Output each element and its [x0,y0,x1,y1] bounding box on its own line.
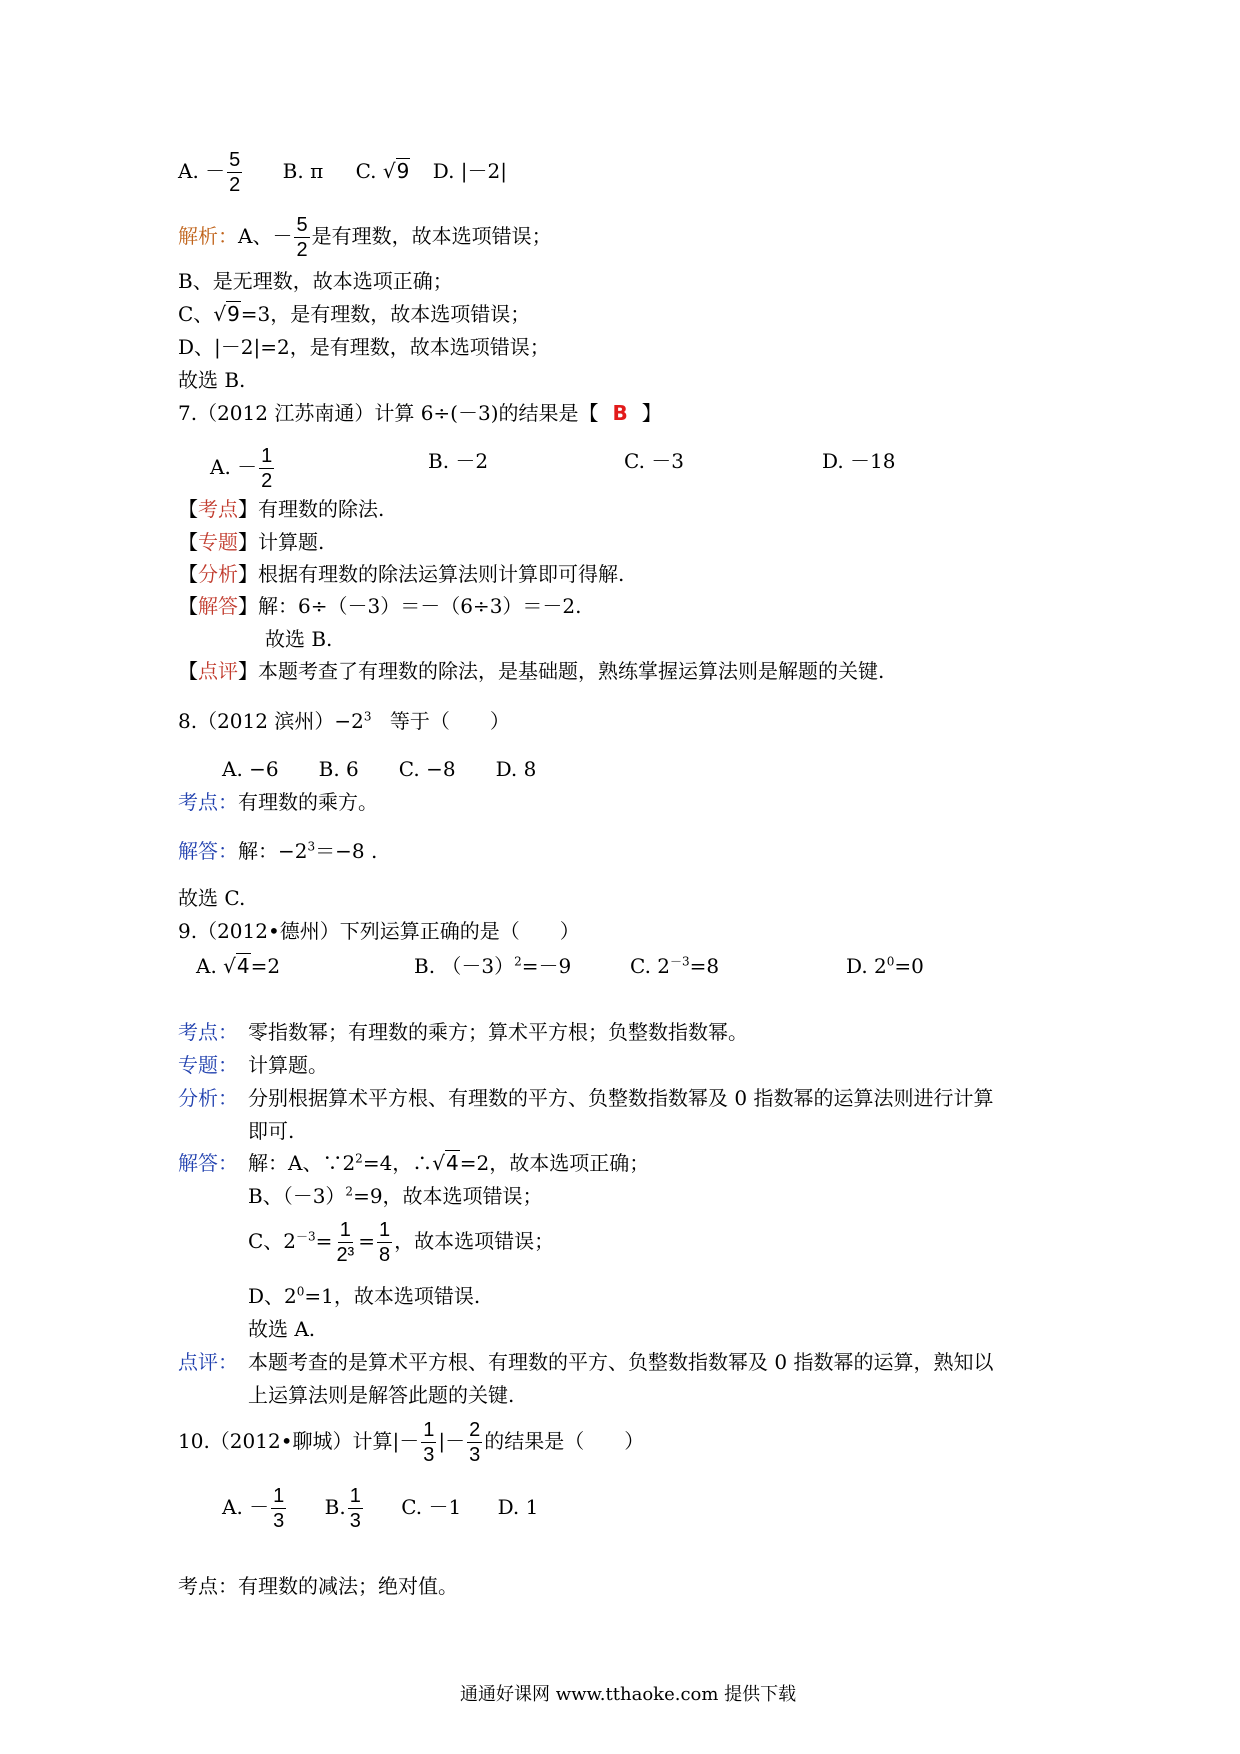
q7-options: A. － $\frac{1}{2}$ [210,445,273,492]
q9-zhuanti-label: 专题： [178,1053,238,1077]
q8-stem: 8.（2012 滨州）$-2^3$ 等于（ ） [178,709,510,733]
q10-kaodian: 考点：有理数的减法；绝对值。 [178,1574,458,1598]
dianping-label: 【点评】 [178,659,258,683]
q9-jieda-line3: C、$2^{-3}=$ $\frac{1}{\text{2³}}$ = $\frac{1}{8}$ ，故本选项错误； [248,1219,555,1266]
q9-fenxi-line1: 分别根据算术平方根、有理数的平方、负整数指数幂及 0 指数幂的运算法则进行计算 [248,1086,994,1110]
q9-option-d: D. $2^0=0$ [846,954,924,978]
q6-analysis-line4: D、|－2|=2，是有理数，故本选项错误； [178,335,550,359]
q8-kaodian: 考点：有理数的乘方。 [178,790,378,814]
fraction: $\frac{1}{2}$ [261,445,273,492]
q7-jieda: 【解答】解：6÷（－3）＝－（6÷3）＝－2. [178,594,582,618]
q7-kaodian: 【考点】有理数的除法. [178,497,385,521]
fraction: $\frac{2}{3}$ [469,1419,481,1466]
q10-options: A. － $\frac{1}{3}$ B. $\frac{1}{3}$ C. －1 D. 1 [222,1485,539,1532]
q7-dianping: 【点评】本题考查了有理数的除法，是基础题，熟练掌握运算法则是解题的关键. [178,659,885,683]
q6-options: A. － $\frac{5}{2}$ B. π C. √9 D. |－2| [178,149,507,196]
q8-options: A. −6 B. 6 C. −8 D. 8 [222,757,537,781]
q9-kaodian: 零指数幂；有理数的乘方；算术平方根；负整数指数幂。 [248,1020,748,1044]
kaodian-label: 【考点】 [178,497,258,521]
q9-jieda-answer: 故选 A. [248,1317,316,1341]
fraction: $\frac{5}{2}$ [296,214,308,261]
q9-fenxi-line2: 即可. [248,1119,295,1143]
jieda-label: 【解答】 [178,594,258,618]
fraction: $\frac{1}{\text{2³}}$ [336,1219,355,1266]
sqrt-symbol: √9 [213,302,240,326]
page-footer: 通通好课网 www.tthaoke.com 提供下载 [460,1684,797,1705]
q7-option-c: C. －3 [624,449,685,473]
q7-stem: 7.（2012 江苏南通）计算 6÷(－3)的结果是【 B 】 [178,401,662,425]
q9-jieda-line1: 解：A、$\because 2^2=4$，∴√4=2，故本选项正确； [248,1151,650,1175]
q9-option-a: A. √4=2 [196,954,281,978]
zhuanti-label: 【专题】 [178,530,258,554]
q7-option-d: D. －18 [822,449,896,473]
q9-option-c: C. $2^{-3}=8$ [630,954,720,978]
q8-answer: 故选 C. [178,886,246,910]
fraction: $\frac{1}{8}$ [379,1219,391,1266]
q6-analysis-line1: 解析：A、－ $\frac{5}{2}$ 是有理数，故本选项错误； [178,214,552,261]
q6-analysis-line2: B、是无理数，故本选项正确； [178,269,453,293]
sqrt-symbol: √4 [223,954,250,978]
q9-option-b: B. $(-3)^2=-9$ [414,954,572,978]
q9-zhuanti: 计算题。 [248,1053,328,1077]
fraction: $\frac{1}{3}$ [423,1419,435,1466]
q10-stem: 10.（2012•聊城）计算|－ $\frac{1}{3}$ |－ $\frac{2}{3}$ 的结果是（ ） [178,1419,645,1466]
q9-kaodian-label: 考点： [178,1020,238,1044]
q9-fenxi-label: 分析： [178,1086,238,1110]
fraction: $\frac{1}{3}$ [349,1485,361,1532]
q7-answer-letter: B [612,401,628,425]
q9-jieda-line2: B、$(-3)^2=9$，故本选项错误； [248,1184,543,1208]
fenxi-label: 【分析】 [178,562,258,586]
q9-jieda-label: 解答： [178,1151,238,1175]
fraction: $\frac{1}{3}$ [273,1485,285,1532]
sqrt-symbol: √4 [432,1151,459,1175]
fraction: $\frac{5}{2}$ [229,149,241,196]
q6-analysis-line3: C、√9=3，是有理数，故本选项错误； [178,302,531,326]
analysis-label: 解析： [178,224,238,248]
q7-jieda-answer: 故选 B. [265,627,333,651]
q7-option-b: B. －2 [428,449,489,473]
q6-answer: 故选 B. [178,368,246,392]
q9-jieda-line4: D、$2^0=1$，故本选项错误. [248,1284,481,1308]
q9-dianping-line1: 本题考查的是算术平方根、有理数的平方、负整数指数幂及 0 指数幂的运算，熟知以 [248,1350,994,1374]
q9-stem: 9.（2012•德州）下列运算正确的是（ ） [178,919,580,943]
q7-fenxi: 【分析】根据有理数的除法运算法则计算即可得解. [178,562,625,586]
q9-dianping-line2: 上运算法则是解答此题的关键. [248,1383,515,1407]
sqrt-symbol: √9 [382,159,410,183]
q7-zhuanti: 【专题】计算题. [178,530,325,554]
q8-jieda: 解答：解：$-2^3=-8$ . [178,839,378,863]
q9-dianping-label: 点评： [178,1350,238,1374]
